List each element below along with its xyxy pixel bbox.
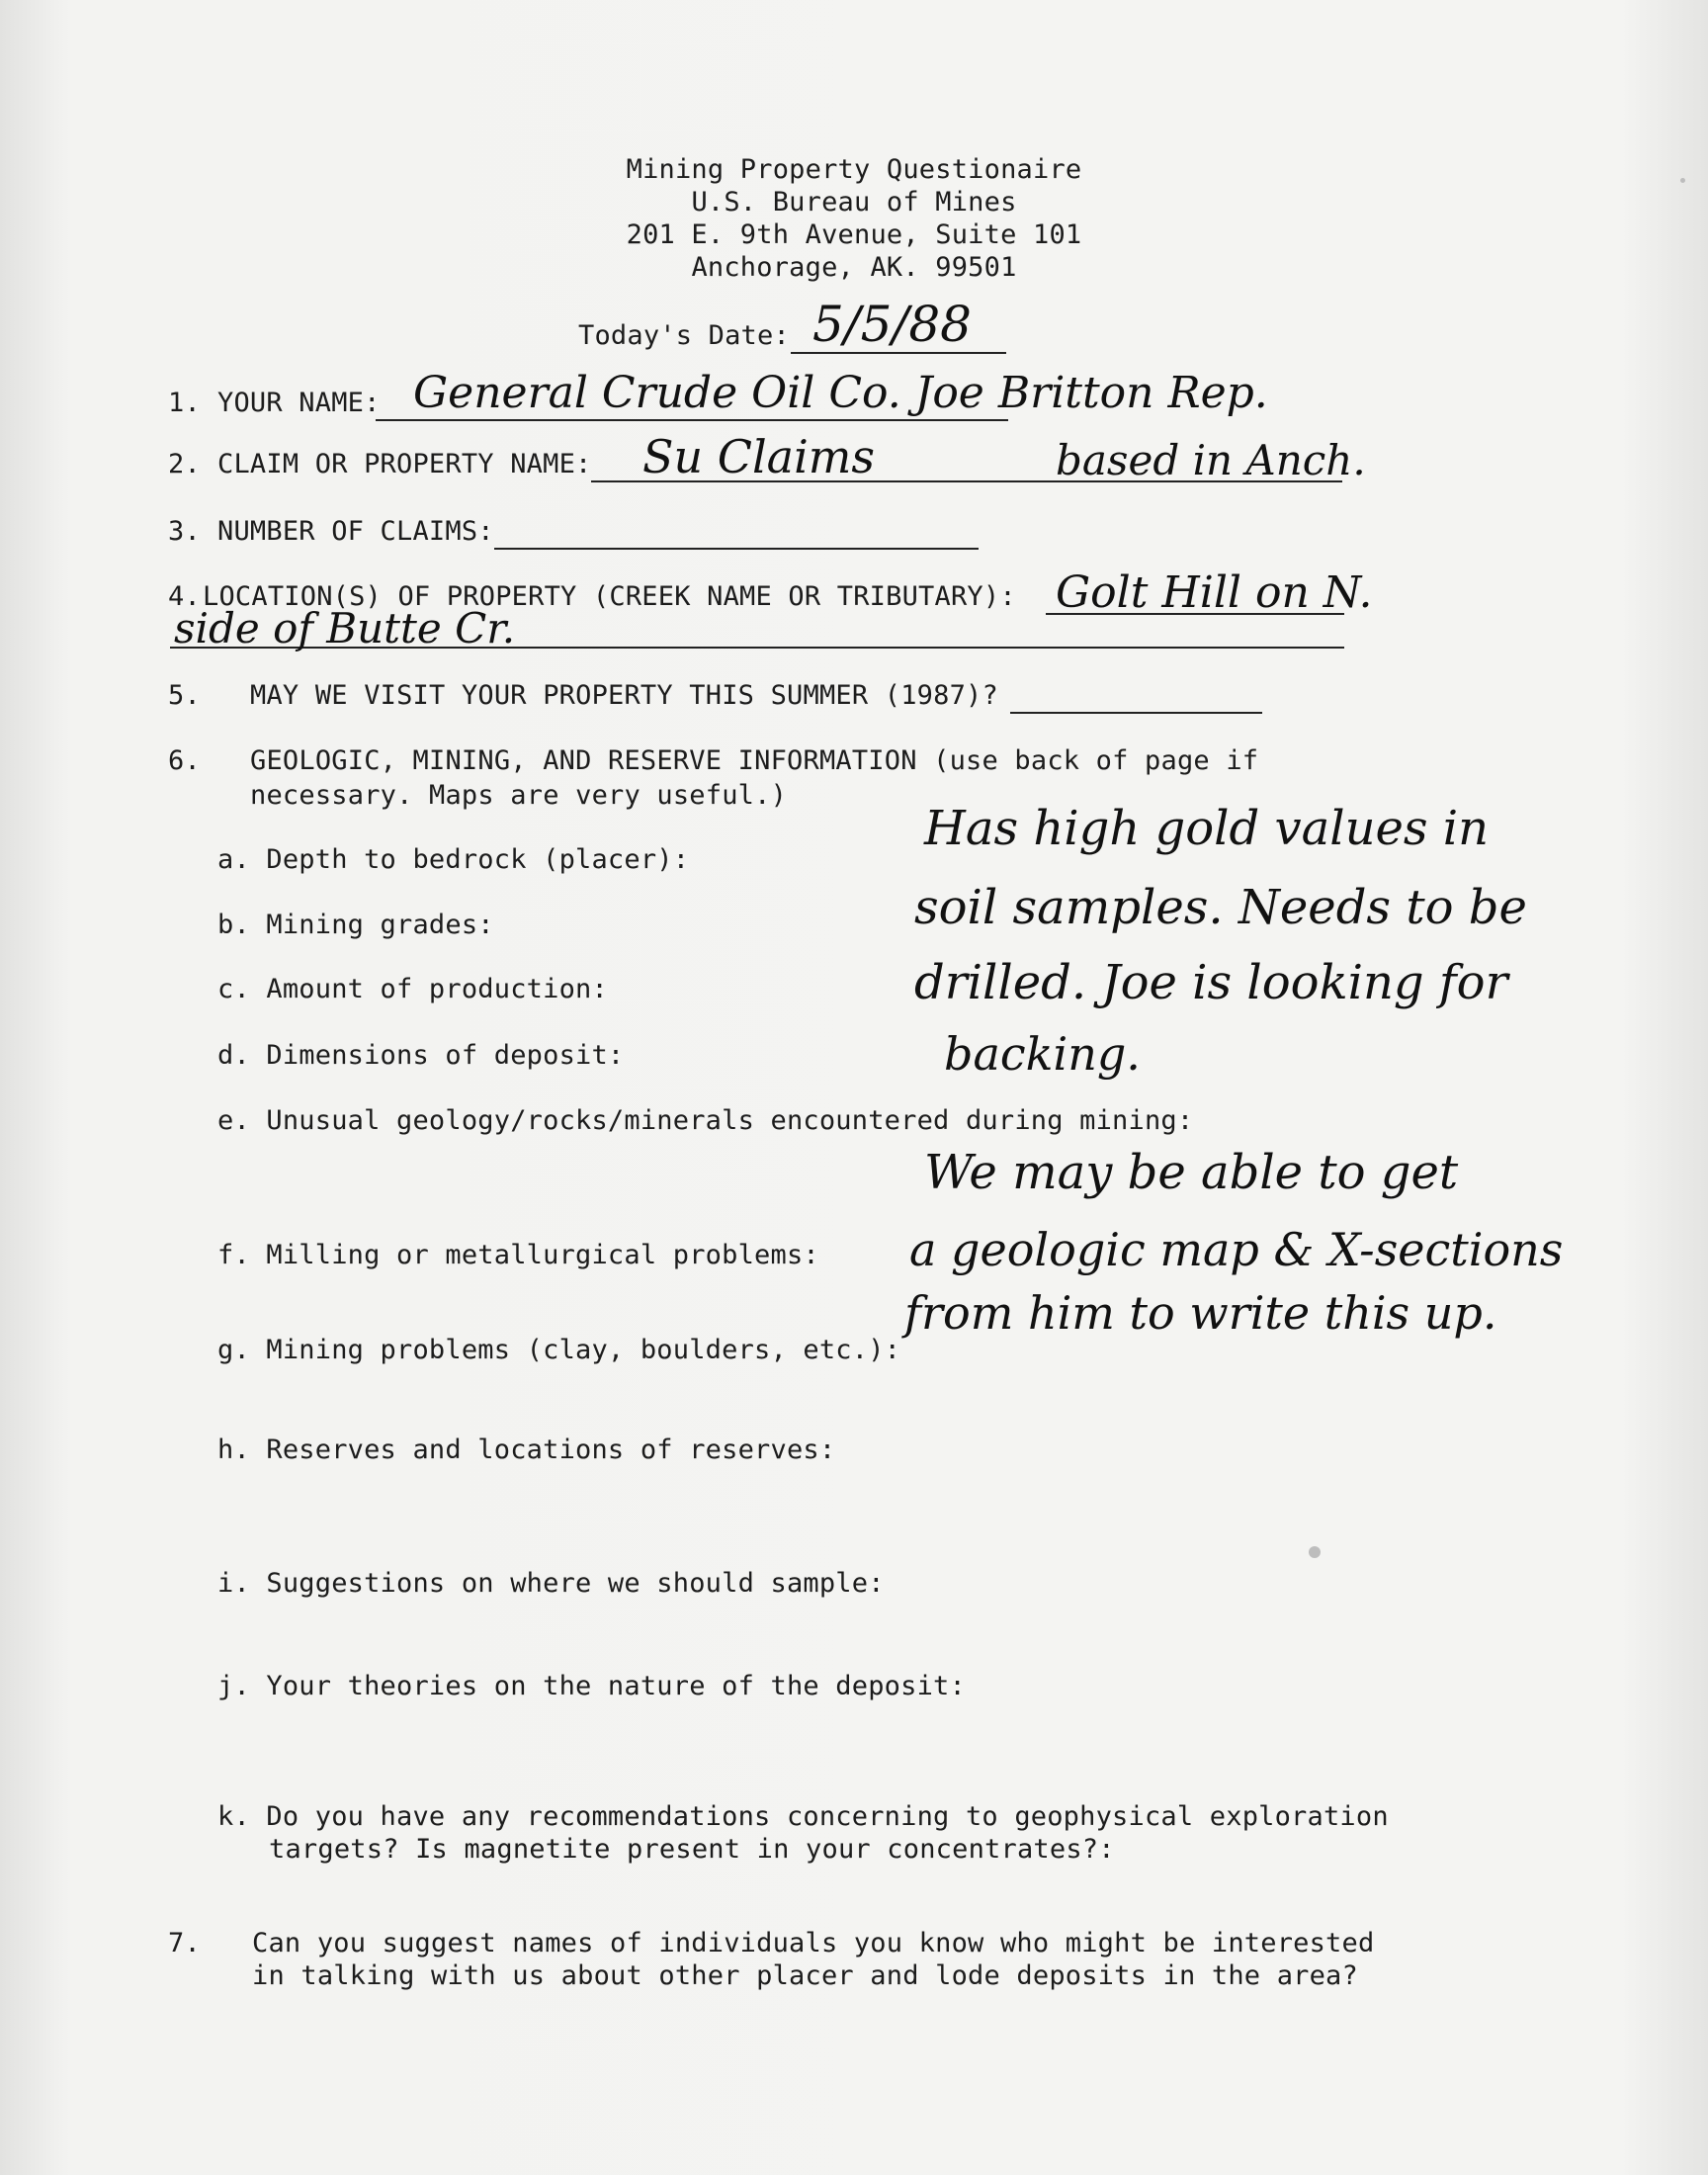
q6k-label-line2: targets? Is magnetite present in your concentrates?: [269, 1834, 1115, 1865]
note1-line3: drilled. Joe is looking for [914, 955, 1508, 1010]
q6d-label: d. Dimensions of deposit: [217, 1040, 625, 1071]
address-line-1: 201 E. 9th Avenue, Suite 101 [626, 219, 1082, 250]
date-value: 5/5/88 [812, 296, 972, 353]
q1-answer-line[interactable] [376, 419, 1008, 421]
q6c-label: c. Amount of production: [217, 974, 608, 1004]
agency-name: U.S. Bureau of Mines [691, 187, 1017, 218]
q2-answer-extra: based in Anch. [1056, 436, 1366, 484]
q6-number: 6. [168, 745, 201, 776]
q1-answer: General Crude Oil Co. Joe Britton Rep. [413, 368, 1268, 418]
q5-label: MAY WE VISIT YOUR PROPERTY THIS SUMMER (1987)? [250, 680, 998, 711]
q4-answer-line2: side of Butte Cr. [174, 604, 516, 652]
scan-speck [1680, 178, 1685, 183]
q7-number: 7. [168, 1928, 201, 1958]
q4-answer-line1: Golt Hill on N. [1056, 567, 1373, 618]
scan-speck [1309, 1546, 1321, 1558]
q6a-label: a. Depth to bedrock (placer): [217, 844, 690, 875]
q3-label: NUMBER OF CLAIMS: [217, 516, 494, 547]
q1-label: YOUR NAME: [217, 388, 381, 418]
note2-line1: We may be able to get [924, 1145, 1459, 1200]
q6-label-line2: necessary. Maps are very useful.) [250, 780, 788, 811]
form-title: Mining Property Questionaire [626, 154, 1082, 185]
q6e-label: e. Unusual geology/rocks/minerals encountered during mining: [217, 1105, 1194, 1136]
note1-line1: Has high gold values in [924, 801, 1490, 856]
note2-line2: a geologic map & X-sections [909, 1223, 1564, 1276]
q5-number: 5. [168, 680, 201, 711]
q3-answer-line[interactable] [494, 548, 979, 550]
q6-label-line1: GEOLOGIC, MINING, AND RESERVE INFORMATION (use back of page if [250, 745, 1259, 776]
q7-label-line2: in talking with us about other placer and lode deposits in the area? [252, 1960, 1358, 1991]
note1-line4: backing. [944, 1027, 1141, 1081]
date-label: Today's Date: [578, 320, 790, 351]
q7-label-line1: Can you suggest names of individuals you know who might be interested [252, 1928, 1375, 1958]
q6g-label: g. Mining problems (clay, boulders, etc.): [217, 1335, 901, 1365]
q6i-label: i. Suggestions on where we should sample: [217, 1568, 885, 1599]
q4-number: 4. [168, 581, 201, 612]
q2-label: CLAIM OR PROPERTY NAME: [217, 449, 592, 479]
q1-number: 1. [168, 388, 201, 418]
q4-label: LOCATION(S) OF PROPERTY (CREEK NAME OR TRIBUTARY): [203, 581, 1016, 612]
q6f-label: f. Milling or metallurgical problems: [217, 1240, 819, 1270]
note1-line2: soil samples. Needs to be [914, 880, 1527, 935]
q6h-label: h. Reserves and locations of reserves: [217, 1435, 836, 1465]
q2-number: 2. [168, 449, 201, 479]
address-line-2: Anchorage, AK. 99501 [691, 252, 1017, 283]
q6j-label: j. Your theories on the nature of the deposit: [217, 1671, 966, 1701]
q3-number: 3. [168, 516, 201, 547]
q2-answer: Su Claims [642, 430, 876, 483]
note2-line3: from him to write this up. [904, 1286, 1497, 1340]
q6k-label-line1: k. Do you have any recommendations concerning to geophysical exploration [217, 1801, 1389, 1832]
q6b-label: b. Mining grades: [217, 910, 494, 940]
q5-answer-line[interactable] [1010, 712, 1262, 714]
